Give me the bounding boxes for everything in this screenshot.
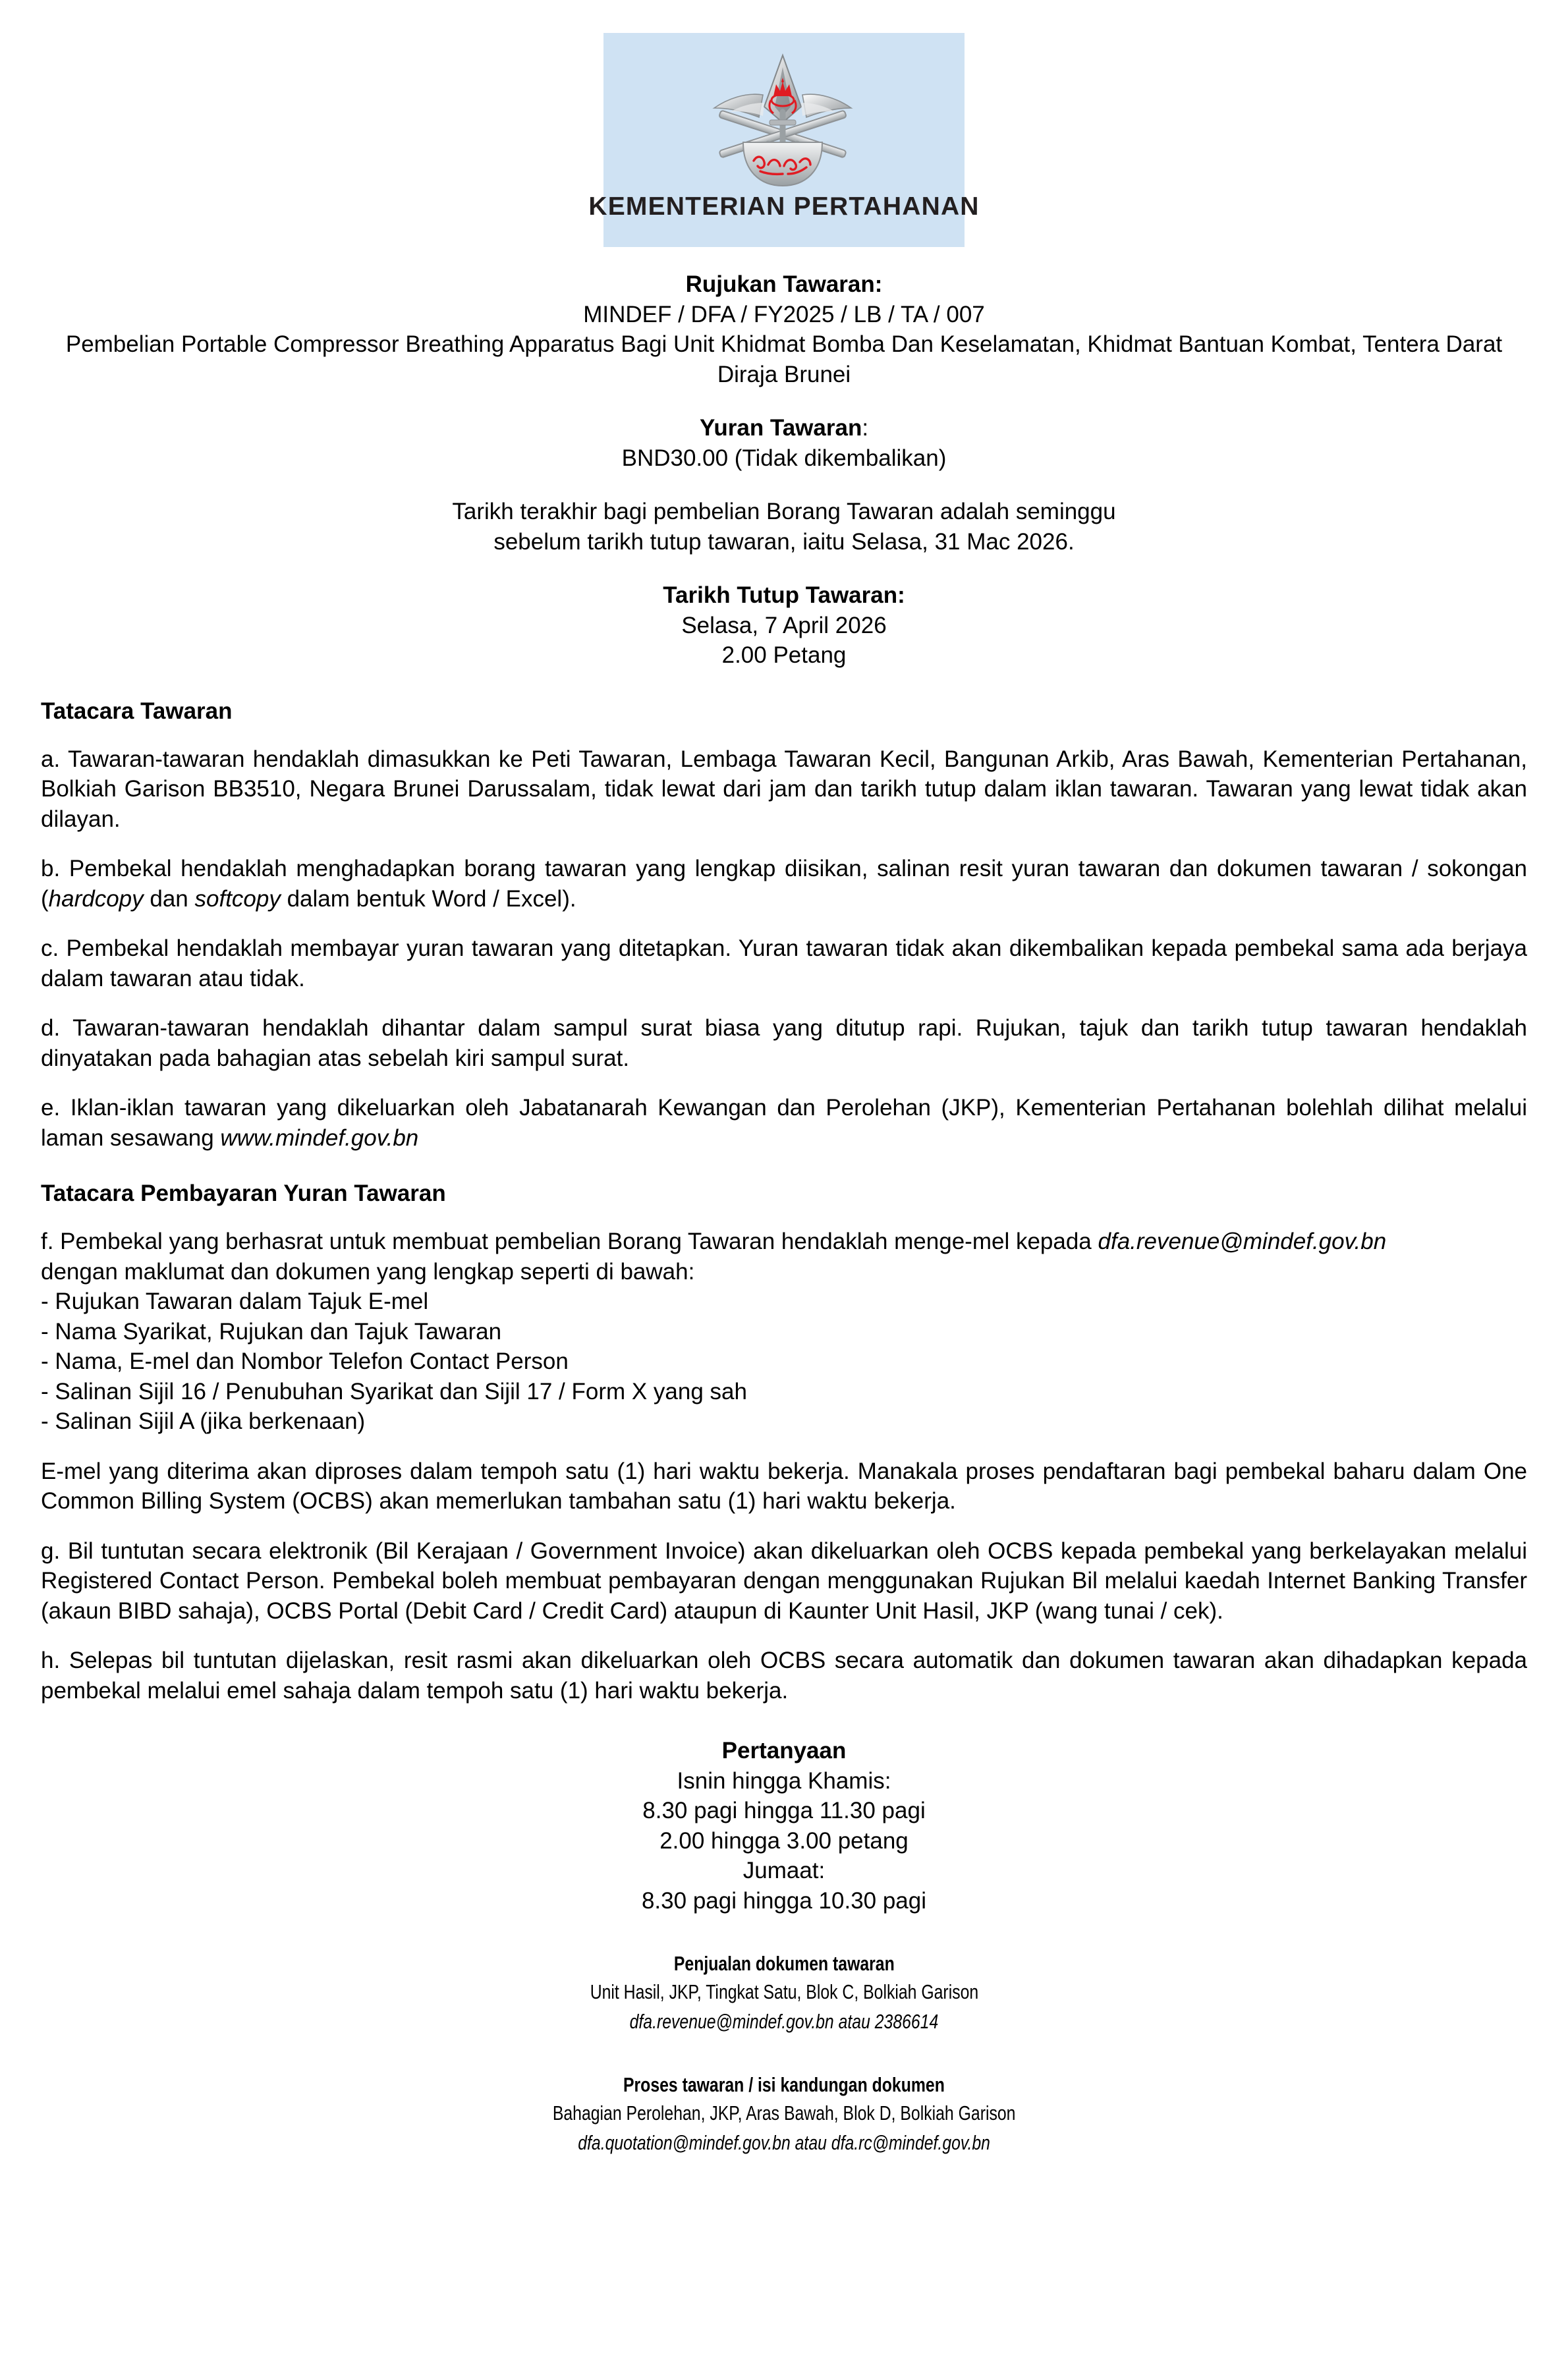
rujukan-label: Rujukan Tawaran: — [685, 271, 883, 297]
rujukan-title: Pembelian Portable Compressor Breathing Apparatus Bagi Unit Khidmat Bomba Dan Keselamatan, Khidmat Bantuan Kombat, Tentera Darat Diraja Brunei — [65, 331, 1503, 387]
list-item: - Nama, E-mel dan Nombor Telefon Contact Person — [41, 1348, 569, 1374]
logo-area — [41, 33, 1527, 247]
pertanyaan-line-4: Jumaat: — [742, 1858, 826, 1883]
brunei-armed-forces-crest-icon — [685, 51, 883, 188]
paragraph-f-text: f. Pembekal yang berhasrat untuk membuat pembelian Borang Tawaran hendaklah menge-mel kepada — [41, 1229, 1098, 1254]
paragraph-g: g. Bil tuntutan secara elektronik (Bil Kerajaan / Government Invoice) akan dikeluarkan oleh OCBS kepada pembekal yang berkelayakan melalui Registered Contact Person. Pembekal boleh membuat pembayaran dengan menggunakan Rujukan Bil melalui kaedah Internet Banking Transfer (akaun BIBD sahaja), OCBS Portal (Debit Card / Credit Card) ataupun di Kaunter Unit Hasil, JKP (wang tunai / cek). — [41, 1538, 1527, 1624]
pertanyaan-heading: Pertanyaan — [721, 1738, 847, 1764]
yuran-label: Yuran Tawaran — [699, 415, 862, 441]
paragraph-b-text-3: dalam bentuk Word / Excel). — [280, 885, 576, 912]
purchase-deadline-line-1: Tarikh terakhir bagi pembelian Borang Tawaran adalah seminggu — [452, 499, 1116, 524]
penjualan-contact-row — [41, 2007, 1527, 2037]
proses-contact[interactable]: dfa.quotation@mindef.gov.bn atau dfa.rc@mindef.gov.bn — [578, 2130, 990, 2154]
closing-date: Selasa, 7 April 2026 — [681, 612, 887, 638]
paragraph-b-softcopy: softcopy — [194, 885, 281, 912]
list-item: - Nama Syarikat, Rujukan dan Tajuk Tawaran — [41, 1318, 502, 1345]
paragraph-b-text-1: b. Pembekal hendaklah menghadapkan borang tawaran yang lengkap diisikan, salinan resit yuran tawaran dan dokumen tawaran / sokongan ( — [41, 856, 1527, 912]
penjualan-address-row — [41, 1978, 1527, 2007]
paragraph-b — [41, 854, 1527, 914]
mindef-website-link[interactable]: www.mindef.gov.bn — [220, 1125, 419, 1151]
paragraph-ocbs: E-mel yang diterima akan diproses dalam tempoh satu (1) hari waktu bekerja. Manakala proses pendaftaran bagi pembekal baharu dalam One Common Billing System (OCBS) akan memerlukan tambahan satu (1) hari waktu bekerja. — [41, 1458, 1527, 1514]
closing-date-block — [41, 580, 1527, 671]
paragraph-f — [41, 1227, 1527, 1257]
rujukan-block — [41, 269, 1527, 389]
tatacara-tawaran-heading: Tatacara Tawaran — [41, 698, 233, 724]
penjualan-dokumen-block — [41, 1950, 1527, 2037]
yuran-block — [41, 413, 1527, 473]
proses-title-row — [41, 2071, 1527, 2099]
proses-title: Proses tawaran / isi kandungan dokumen — [623, 2072, 945, 2096]
tatacara-pembayaran-heading: Tatacara Pembayaran Yuran Tawaran — [41, 1180, 446, 1206]
logo-caption: KEMENTERIAN PERTAHANAN — [588, 192, 980, 221]
paragraph-h: h. Selepas bil tuntutan dijelaskan, resit rasmi akan dikeluarkan oleh OCBS secara automatik dan dokumen tawaran akan dihadapkan kepada pembekal melalui emel sahaja dalam tempoh satu (1) hari waktu bekerja. — [41, 1648, 1527, 1704]
pertanyaan-line-3: 2.00 hingga 3.00 petang — [659, 1827, 909, 1854]
paragraph-d: d. Tawaran-tawaran hendaklah dihantar dalam sampul surat biasa yang ditutup rapi. Rujukan, tajuk dan tarikh tutup tawaran hendaklah dinyatakan pada bahagian atas sebelah kiri sampul surat. — [41, 1015, 1527, 1071]
proses-address-row — [41, 2099, 1527, 2128]
paragraph-f-continuation: dengan maklumat dan dokumen yang lengkap seperti di bawah: — [41, 1258, 695, 1285]
proses-tawaran-block — [41, 2071, 1527, 2158]
purchase-deadline-block — [41, 497, 1527, 557]
penjualan-contact[interactable]: dfa.revenue@mindef.gov.bn atau 2386614 — [629, 2009, 939, 2033]
paragraph-c: c. Pembekal hendaklah membayar yuran tawaran yang ditetapkan. Yuran tawaran tidak akan dikembalikan kepada pembekal sama ada berjaya dalam tawaran atau tidak. — [41, 935, 1527, 991]
penjualan-title-row — [41, 1950, 1527, 1978]
list-item: - Rujukan Tawaran dalam Tajuk E-mel — [41, 1289, 429, 1314]
list-item: - Salinan Sijil A (jika berkenaan) — [41, 1408, 366, 1434]
ministry-logo-box — [588, 33, 980, 247]
yuran-label-row — [41, 413, 1527, 443]
pertanyaan-line-1: Isnin hingga Khamis: — [677, 1767, 891, 1794]
yuran-label-suffix: : — [862, 415, 869, 441]
proses-contact-row — [41, 2128, 1527, 2158]
purchase-deadline-line-2: sebelum tarikh tutup tawaran, iaitu Selasa, 31 Mac 2026. — [493, 528, 1075, 555]
pertanyaan-line-5: 8.30 pagi hingga 10.30 pagi — [641, 1887, 927, 1914]
list-item: - Salinan Sijil 16 / Penubuhan Syarikat dan Sijil 17 / Form X yang sah — [41, 1378, 747, 1404]
pertanyaan-block — [41, 1736, 1527, 1916]
rujukan-number: MINDEF / DFA / FY2025 / LB / TA / 007 — [583, 301, 985, 327]
revenue-email-link[interactable]: dfa.revenue@mindef.gov.bn — [1098, 1229, 1387, 1254]
proses-address: Bahagian Perolehan, JKP, Aras Bawah, Blok D, Bolkiah Garison — [552, 2101, 1016, 2125]
requirements-list — [41, 1287, 1527, 1437]
paragraph-b-text-2: dan — [143, 885, 195, 912]
penjualan-title: Penjualan dokumen tawaran — [673, 1952, 895, 1975]
yuran-value: BND30.00 (Tidak dikembalikan) — [621, 445, 947, 471]
penjualan-address: Unit Hasil, JKP, Tingkat Satu, Blok C, Bolkiah Garison — [590, 1980, 978, 2003]
pertanyaan-line-2: 8.30 pagi hingga 11.30 pagi — [642, 1798, 926, 1823]
closing-time: 2.00 Petang — [721, 642, 847, 668]
paragraph-b-hardcopy: hardcopy — [48, 885, 144, 912]
paragraph-e — [41, 1093, 1527, 1153]
paragraph-e-text: e. Iklan-iklan tawaran yang dikeluarkan oleh Jabatanarah Kewangan dan Perolehan (JKP), Kementerian Pertahanan bolehlah dilihat melalui laman sesawang — [41, 1095, 1527, 1151]
closing-label: Tarikh Tutup Tawaran: — [663, 582, 905, 608]
paragraph-a: a. Tawaran-tawaran hendaklah dimasukkan ke Peti Tawaran, Lembaga Tawaran Kecil, Bangunan Arkib, Aras Bawah, Kementerian Pertahanan, Bolkiah Garison BB3510, Negara Brunei Darussalam, tidak lewat dari jam dan tarikh tutup dalam iklan tawaran. Tawaran yang lewat tidak akan dilayan. — [41, 746, 1527, 832]
